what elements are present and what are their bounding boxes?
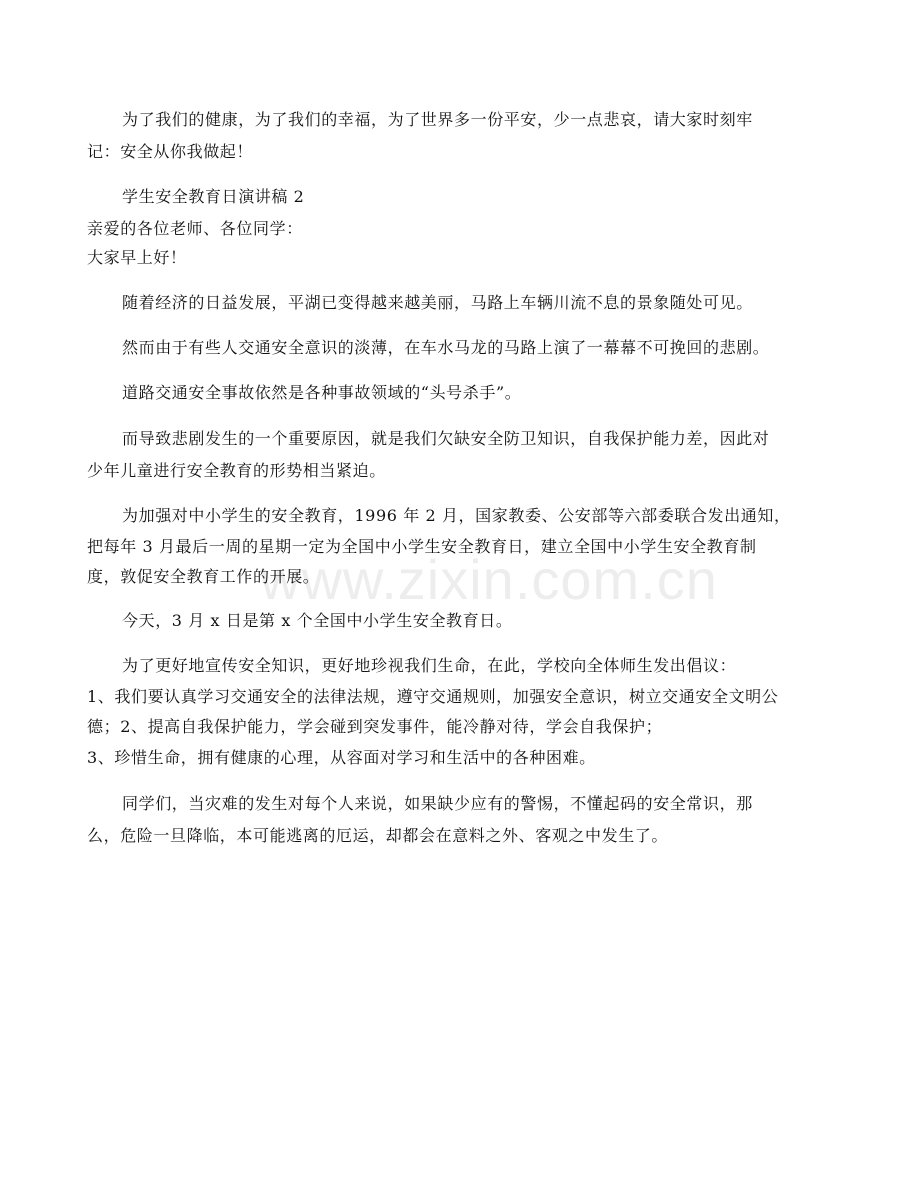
paragraph-line: 记：安全从你我做起！: [87, 142, 254, 161]
paragraph-line: 把每年 3 月最后一周的星期一定为全国中小学生安全教育日，建立全国中小学生安全教育制: [87, 537, 757, 556]
list-item: 1、我们要认真学习交通安全的法律法规，遵守交通规则，加强安全意识，树立交通安全文明公: [87, 687, 779, 706]
paragraph-line: 而导致悲剧发生的一个重要原因，就是我们欠缺安全防卫知识，自我保护能力差，因此对: [122, 429, 770, 448]
paragraph-line: 为加强对中小学生的安全教育，1996 年 2 月，国家教委、公安部等六部委联合发出通知，: [122, 506, 791, 525]
list-item: 3、珍惜生命，拥有健康的心理，从容面对学习和生活中的各种困难。: [87, 748, 596, 767]
list-item: 德；2、提高自我保护能力，学会碰到突发事件，能冷静对待，学会自我保护；: [87, 717, 663, 736]
paragraph: 为了更好地宣传安全知识，更好地珍视我们生命，在此，学校向全体师生发出倡议：: [122, 656, 737, 675]
paragraph: 随着经济的日益发展，平湖已变得越来越美丽，马路上车辆川流不息的景象随处可见。: [122, 293, 753, 312]
watermark: www.zixin.com.cn: [260, 548, 718, 611]
paragraph: 道路交通安全事故依然是各种事故领域的“头号杀手”。: [122, 383, 522, 402]
paragraph: 然而由于有些人交通安全意识的淡薄，在车水马龙的马路上演了一幕幕不可挽回的悲剧。: [122, 338, 770, 357]
paragraph-line: 为了我们的健康，为了我们的幸福，为了世界多一份平安，少一点悲哀，请大家时刻牢: [122, 110, 753, 129]
document-title: 学生安全教育日演讲稿 2: [122, 187, 305, 206]
paragraph-line: 么，危险一旦降临，本可能逃离的厄运，却都会在意料之外、客观之中发生了。: [87, 826, 669, 845]
paragraph-line: 少年儿童进行安全教育的形势相当紧迫。: [87, 461, 386, 480]
paragraph-line: 同学们，当灾难的发生对每个人来说，如果缺少应有的警惕，不懂起码的安全常识，那: [122, 794, 753, 813]
paragraph: 今天，3 月 x 日是第 x 个全国中小学生安全教育日。: [122, 611, 513, 630]
salutation: 亲爱的各位老师、各位同学：: [87, 219, 303, 238]
paragraph-line: 度，敦促安全教育工作的开展。: [87, 567, 320, 586]
greeting: 大家早上好！: [87, 248, 187, 267]
